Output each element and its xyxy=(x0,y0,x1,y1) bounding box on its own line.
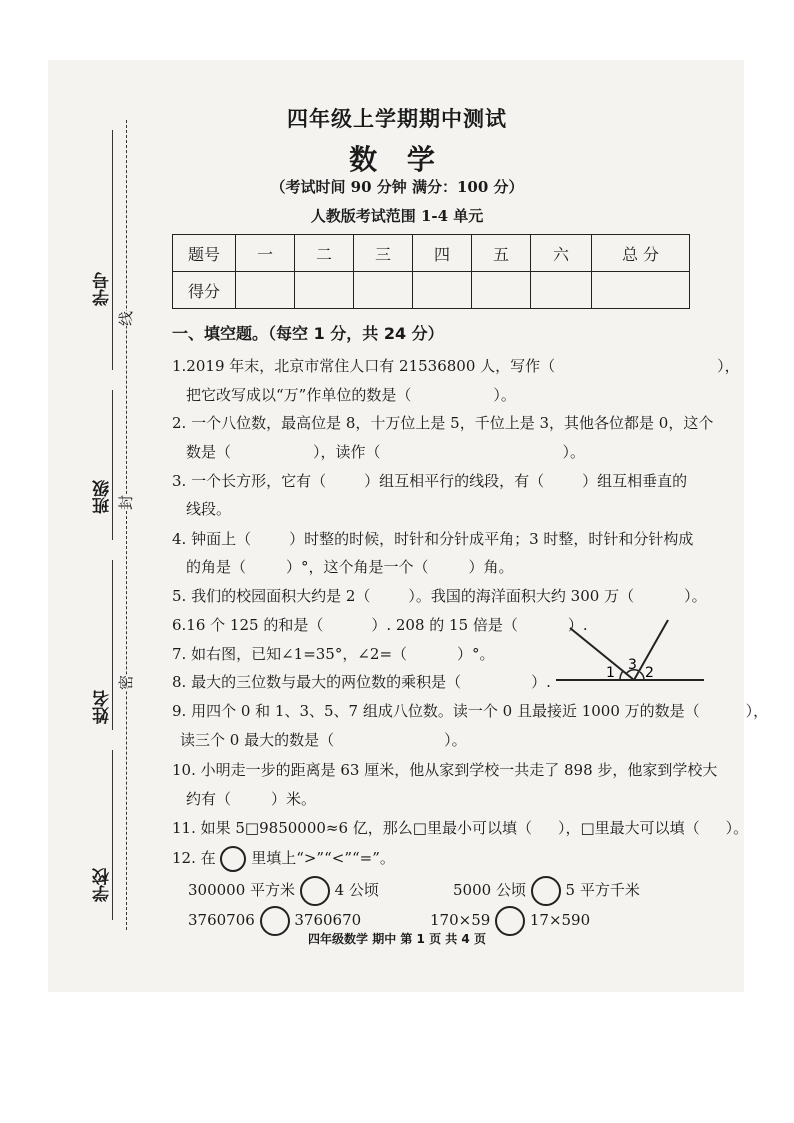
comparison-item-2: 5000 公顷 5 平方千米 xyxy=(453,876,640,906)
comparison-circle[interactable] xyxy=(300,876,330,906)
question-12: 12. 在 里填上“>”“<”“=”。 xyxy=(172,846,395,872)
question-4: 4. 钟面上（ ）时整的时候，时针和分针成平角；3 时整，时针和分针构成 xyxy=(172,530,694,548)
score-blank-cell[interactable] xyxy=(592,272,690,309)
score-cell: 得分 xyxy=(173,272,236,309)
arc-angle-1 xyxy=(620,671,623,680)
circle-icon xyxy=(220,846,246,872)
cut-mark-seal: 封 xyxy=(113,495,138,510)
score-cell: 二 xyxy=(295,235,354,272)
score-table-score-row xyxy=(173,272,690,309)
angle-label-1: 1 xyxy=(606,665,615,681)
school-label: 学校 xyxy=(93,868,113,902)
question-10-line2: 约有（ ）米。 xyxy=(186,790,317,808)
binding-sidebar xyxy=(60,110,150,930)
score-cell: 三 xyxy=(354,235,413,272)
exam-title: 四年级上学期期中测试 xyxy=(287,107,507,131)
cut-line xyxy=(126,120,127,930)
exam-paper xyxy=(48,60,744,992)
question-2-line2: 数是（ ），读作（ ）。 xyxy=(186,443,586,461)
exam-scope: 人教版考试范围 1-4 单元 xyxy=(310,207,484,225)
cut-mark-secret: 密 xyxy=(113,675,138,690)
score-blank-cell[interactable] xyxy=(531,272,592,309)
score-cell: 六 xyxy=(531,235,592,272)
question-11: 11. 如果 5□9850000≈6 亿，那么□里最小可以填（ ），□里最大可以填（ ）。 xyxy=(172,819,749,837)
angle-figure xyxy=(556,618,706,690)
question-1: 1.2019 年末，北京市常住人口有 21536800 人，写作（ ）， xyxy=(172,357,740,375)
score-blank-cell[interactable] xyxy=(236,272,295,309)
score-blank-cell[interactable] xyxy=(354,272,413,309)
angle-label-2: 2 xyxy=(645,665,654,681)
page-footer: 四年级数学 期中 第 1 页 共 4 页 xyxy=(308,932,486,946)
cut-mark-line: 线 xyxy=(113,311,138,326)
score-blank-cell[interactable] xyxy=(472,272,531,309)
score-table xyxy=(172,234,690,309)
question-9: 9. 用四个 0 和 1、3、5、7 组成八位数。读一个 0 且最接近 1000 万的数是（ ）， xyxy=(172,702,769,720)
question-3: 3. 一个长方形，它有（ ）组互相平行的线段，有（ ）组互相垂直的 xyxy=(172,472,688,490)
question-2: 2. 一个八位数，最高位是 8，十万位上是 5，千位上是 3，其他各位都是 0，这个 xyxy=(172,414,714,432)
class-label: 班级 xyxy=(93,480,113,514)
comparison-item-4: 170×59 17×590 xyxy=(430,906,590,936)
name-label: 姓名 xyxy=(93,690,113,724)
score-blank-cell[interactable] xyxy=(413,272,472,309)
question-8: 8. 最大的三位数与最大的两位数的乘积是（ ）. xyxy=(172,673,551,691)
ray-left xyxy=(570,628,634,680)
question-1-line2: 把它改写成以“万”作单位的数是（ ）。 xyxy=(186,386,516,404)
question-5: 5. 我们的校园面积大约是 2（ ）。我国的海洋面积大约 300 万（ ）。 xyxy=(172,587,707,605)
score-cell: 总 分 xyxy=(592,235,690,272)
question-4-line2: 的角是（ ）°，这个角是一个（ ）角。 xyxy=(186,558,514,576)
comparison-item-3: 3760706 3760670 xyxy=(188,906,361,936)
student-id-label: 学号 xyxy=(93,272,113,306)
section-heading: 一、填空题。（每空 1 分，共 24 分） xyxy=(172,324,444,343)
score-table-header-row xyxy=(173,235,690,272)
score-blank-cell[interactable] xyxy=(295,272,354,309)
subject-title: 数 学 xyxy=(349,143,445,176)
question-3-line2: 线段。 xyxy=(186,500,232,518)
score-cell: 一 xyxy=(236,235,295,272)
score-cell: 四 xyxy=(413,235,472,272)
question-9-line2: 读三个 0 最大的数是（ ）。 xyxy=(180,731,467,749)
class-line xyxy=(112,390,113,540)
comparison-circle[interactable] xyxy=(531,876,561,906)
question-6: 6.16 个 125 的和是（ ）. 208 的 15 倍是（ ）. xyxy=(172,616,588,634)
exam-info: （考试时间 90 分钟 满分：100 分） xyxy=(270,178,524,196)
score-cell: 五 xyxy=(472,235,531,272)
question-10: 10. 小明走一步的距离是 63 厘米，他从家到学校一共走了 898 步，他家到学校大 xyxy=(172,761,718,779)
score-cell: 题号 xyxy=(173,235,236,272)
arc-angle-2 xyxy=(640,672,644,680)
question-7: 7. 如右图，已知∠1=35°，∠2=（ ）°。 xyxy=(172,645,495,663)
angle-label-3: 3 xyxy=(628,657,637,673)
comparison-item-1: 300000 平方米 4 公顷 xyxy=(188,876,379,906)
